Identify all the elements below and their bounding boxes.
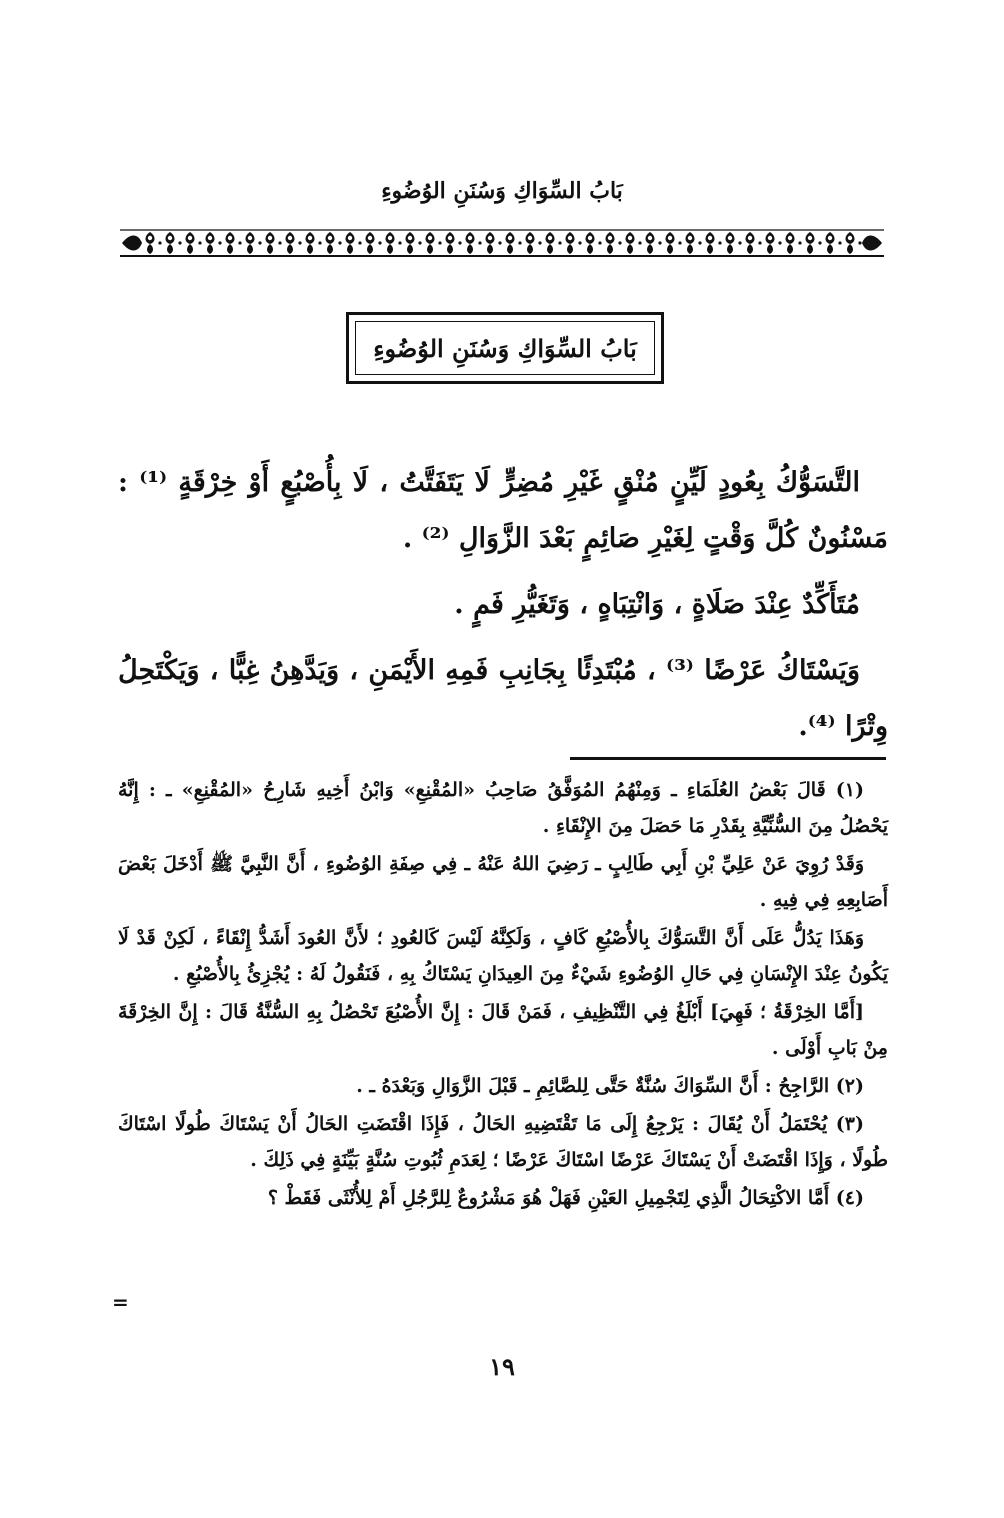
page-number: ١٩ (489, 1352, 515, 1381)
main-paragraph: التَّسَوُّكُ بِعُودٍ لَيِّنٍ مُنْقٍ غَيْرِ مُضِرٍّ لَا يَتَفَتَّتُ ، لَا بِأُصْبُعٍ أَوْ خِرْقَةٍ ⁽¹⁾ : مَسْنُونٌ كُلَّ وَقْتٍ لِغَيْرِ صَائِمٍ بَعْدَ الزَّوَالِ ⁽²⁾ . (118, 467, 888, 554)
running-header-title: بَابُ السِّوَاكِ وَسُنَنِ الوُضُوءِ (381, 178, 623, 204)
footnote-1-continued: وَهَذَا يَدُلُّ عَلَى أَنَّ التَّسَوُّكَ بِالأُصْبُعِ كَافٍ ، وَلَكِنَّهُ لَيْسَ كَالعُودِ ؛ لأَنَّ العُودَ أَشَدُّ إِنْقَاءً ، لَكِنْ قَدْ لَا يَكُونُ عِنْدَ الإِنْسَانِ فِي حَالِ الوُضُوءِ شَيْءٌ مِنَ العِيدَانِ يَسْتَاكُ بِهِ ، فَنَقُولُ لَهُ : يُجْزِئُ بِالأُصْبُعِ . (118, 927, 888, 985)
main-paragraph: مُتَأَكِّدٌ عِنْدَ صَلَاةٍ ، وَانْتِبَاهٍ ، وَتَغَيُّرِ فَمٍ . (454, 589, 860, 620)
footnote-4: (٤) أَمَّا الاكْتِحَالُ الَّذِي لِتَجْمِيلِ العَيْنِ فَهَلْ هُوَ مَشْرُوعٌ لِلرَّجُلِ أَمْ لِلأُنْثَى فَقَطْ ؟ (267, 1187, 864, 1209)
footnote-separator (570, 757, 886, 760)
chapter-title: بَابُ السِّوَاكِ وَسُنَنِ الوُضُوءِ (355, 321, 655, 375)
chapter-title-frame (346, 312, 664, 384)
footnote-continuation-mark: = (112, 1290, 129, 1314)
footnote-1: (١) قَالَ بَعْضُ العُلَمَاءِ ـ وَمِنْهُمُ المُوَفَّقُ صَاحِبُ «المُقْنِعِ» وَابْنُ أَخِيهِ شَارِحُ «المُقْنِعِ» ـ : إِنَّهُ يَحْصُلُ مِنَ السُّنِّيَّةِ بِقَدْرِ مَا حَصَلَ مِنَ الإِنْقَاءِ . (118, 779, 888, 837)
main-paragraph: وَيَسْتَاكُ عَرْضًا ⁽³⁾ ، مُبْتَدِئًا بِجَانِبِ فَمِهِ الأَيْمَنِ ، وَيَدَّهِنُ غِبًّا ، وَيَكْتَحِلُ وِتْرًا ⁽⁴⁾. (118, 655, 888, 742)
footnote-2: (٢) الرَّاجِحُ : أَنَّ السِّوَاكَ سُنَّةٌ حَتَّى لِلصَّائِمِ ـ قَبْلَ الزَّوَالِ وَبَعْدَهُ ـ . (356, 1075, 864, 1097)
footnotes-section (118, 772, 888, 1218)
footnote-1-continued: وَقَدْ رُوِيَ عَنْ عَلِيِّ بْنِ أَبِي طَالِبٍ ـ رَضِيَ اللهُ عَنْهُ ـ فِي صِفَةِ الوُضُوءِ ، أَنَّ النَّبِيَّ ﷺ أَدْخَلَ بَعْضَ أَصَابِعِهِ فِي فِيهِ . (118, 853, 888, 911)
footnote-1-continued: [أَمَّا الخِرْقَةُ ؛ فَهِيَ] أَبْلَغُ فِي التَّنْظِيفِ ، فَمَنْ قَالَ : إِنَّ الأُصْبُعَ تَحْصُلُ بِهِ السُّنَّةُ قَالَ : إِنَّ الخِرْقَةَ مِنْ بَابِ أَوْلَى . (118, 1001, 888, 1059)
ornament-pattern-icon (120, 228, 884, 258)
ornamental-divider (120, 228, 884, 258)
footnote-3: (٣) يُحْتَمَلُ أَنْ يُقَالَ : يَرْجِعُ إِلَى مَا تَقْتَضِيهِ الحَالُ ، فَإِذَا اقْتَضَتِ الحَالُ أَنْ يَسْتَاكَ طُولًا اسْتَاكَ طُولًا ، وَإِذَا اقْتَضَتْ أَنْ يَسْتَاكَ عَرْضًا اسْتَاكَ عَرْضًا ؛ لِعَدَمِ ثُبُوتِ سُنَّةٍ بَيِّنَةٍ فِي ذَلِكَ . (118, 1113, 888, 1171)
main-text-body (118, 455, 888, 765)
